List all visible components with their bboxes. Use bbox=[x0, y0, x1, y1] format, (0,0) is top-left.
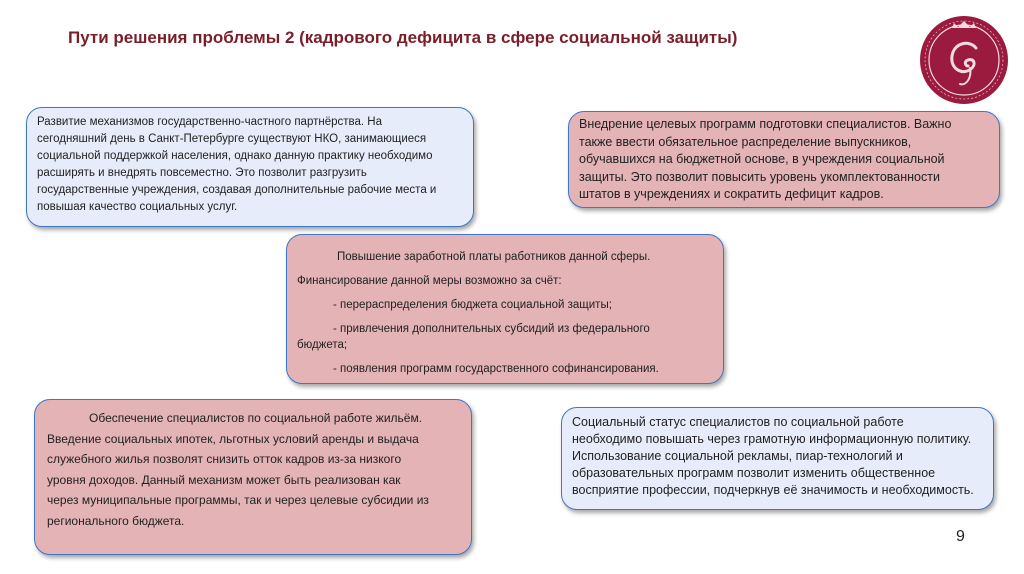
text-line: Внедрение целевых программ подготовки специалистов. Важно bbox=[579, 117, 952, 131]
text-line: государственные учреждения, создавая дополнительные рабочие места и bbox=[37, 184, 437, 196]
funding-item: - появления программ государственного софинансирования. bbox=[333, 363, 659, 375]
text-line: образовательных программ позволит изменить общественное bbox=[572, 466, 936, 480]
text-line: служебного жилья позволят снизить отток кадров из-за низкого bbox=[47, 452, 402, 466]
text-line: сегодняшний день в Санкт-Петербурге существуют НКО, занимающиеся bbox=[37, 133, 427, 145]
partnership-box bbox=[26, 107, 474, 227]
text-line: Развитие механизмов государственно-частного партнёрства. На bbox=[37, 116, 382, 128]
text-line: повышая качество социальных услуг. bbox=[37, 201, 238, 213]
text-line: Введение социальных ипотек, льготных условий аренды и выдача bbox=[47, 431, 419, 446]
social-status-box bbox=[561, 407, 994, 510]
text-line: уровня доходов. Данный механизм может быть реализован как bbox=[47, 472, 401, 487]
funding-item-line: бюджета; bbox=[297, 339, 348, 351]
funding-item-line: - привлечения дополнительных субсидий из федерального bbox=[333, 323, 650, 335]
funding-item bbox=[297, 321, 713, 353]
text-line: социальной поддержкой населения, однако данную практику необходимо bbox=[37, 150, 433, 162]
funding-line: Финансирование данной меры возможно за счёт: bbox=[297, 275, 562, 287]
page-number: 9 bbox=[956, 528, 965, 545]
text-line: восприятие профессии, подчеркнув её значимость и необходимость. bbox=[572, 483, 974, 497]
slide-title: Пути решения проблемы 2 (кадрового дефицита в сфере социальной защиты) bbox=[68, 28, 738, 47]
text-line: Использование социальной рекламы, пиар-технологий и bbox=[572, 449, 903, 463]
text-line: обучавшихся на бюджетной основе, в учреждения социальной bbox=[579, 152, 945, 166]
salary-heading: Повышение заработной платы работников данной сферы. bbox=[337, 251, 651, 263]
funding-item: - перераспределения бюджета социальной защиты; bbox=[333, 299, 612, 311]
text-line: через муниципальные программы, так и через целевые субсидии из bbox=[47, 493, 429, 507]
text-line: защиты. Это позволит повысить уровень укомплектованности bbox=[579, 169, 940, 184]
training-programs-box bbox=[568, 111, 1000, 208]
text-line: расширять и внедрять повсеместно. Это позволит разгрузить bbox=[37, 167, 367, 179]
text-line: Социальный статус специалистов по социальной работе bbox=[572, 415, 904, 429]
text-line: регионального бюджета. bbox=[47, 513, 185, 528]
university-seal-icon bbox=[918, 14, 1010, 106]
housing-heading: Обеспечение специалистов по социальной работе жильём. bbox=[89, 411, 423, 425]
text-line: также ввести обязательное распределение выпускников, bbox=[579, 134, 912, 149]
text-line: штатов в учреждениях и сократить дефицит кадров. bbox=[579, 187, 884, 201]
text-line: необходимо повышать через грамотную информационную политику. bbox=[572, 432, 972, 446]
housing-box bbox=[34, 399, 472, 555]
salary-increase-box bbox=[286, 234, 724, 384]
